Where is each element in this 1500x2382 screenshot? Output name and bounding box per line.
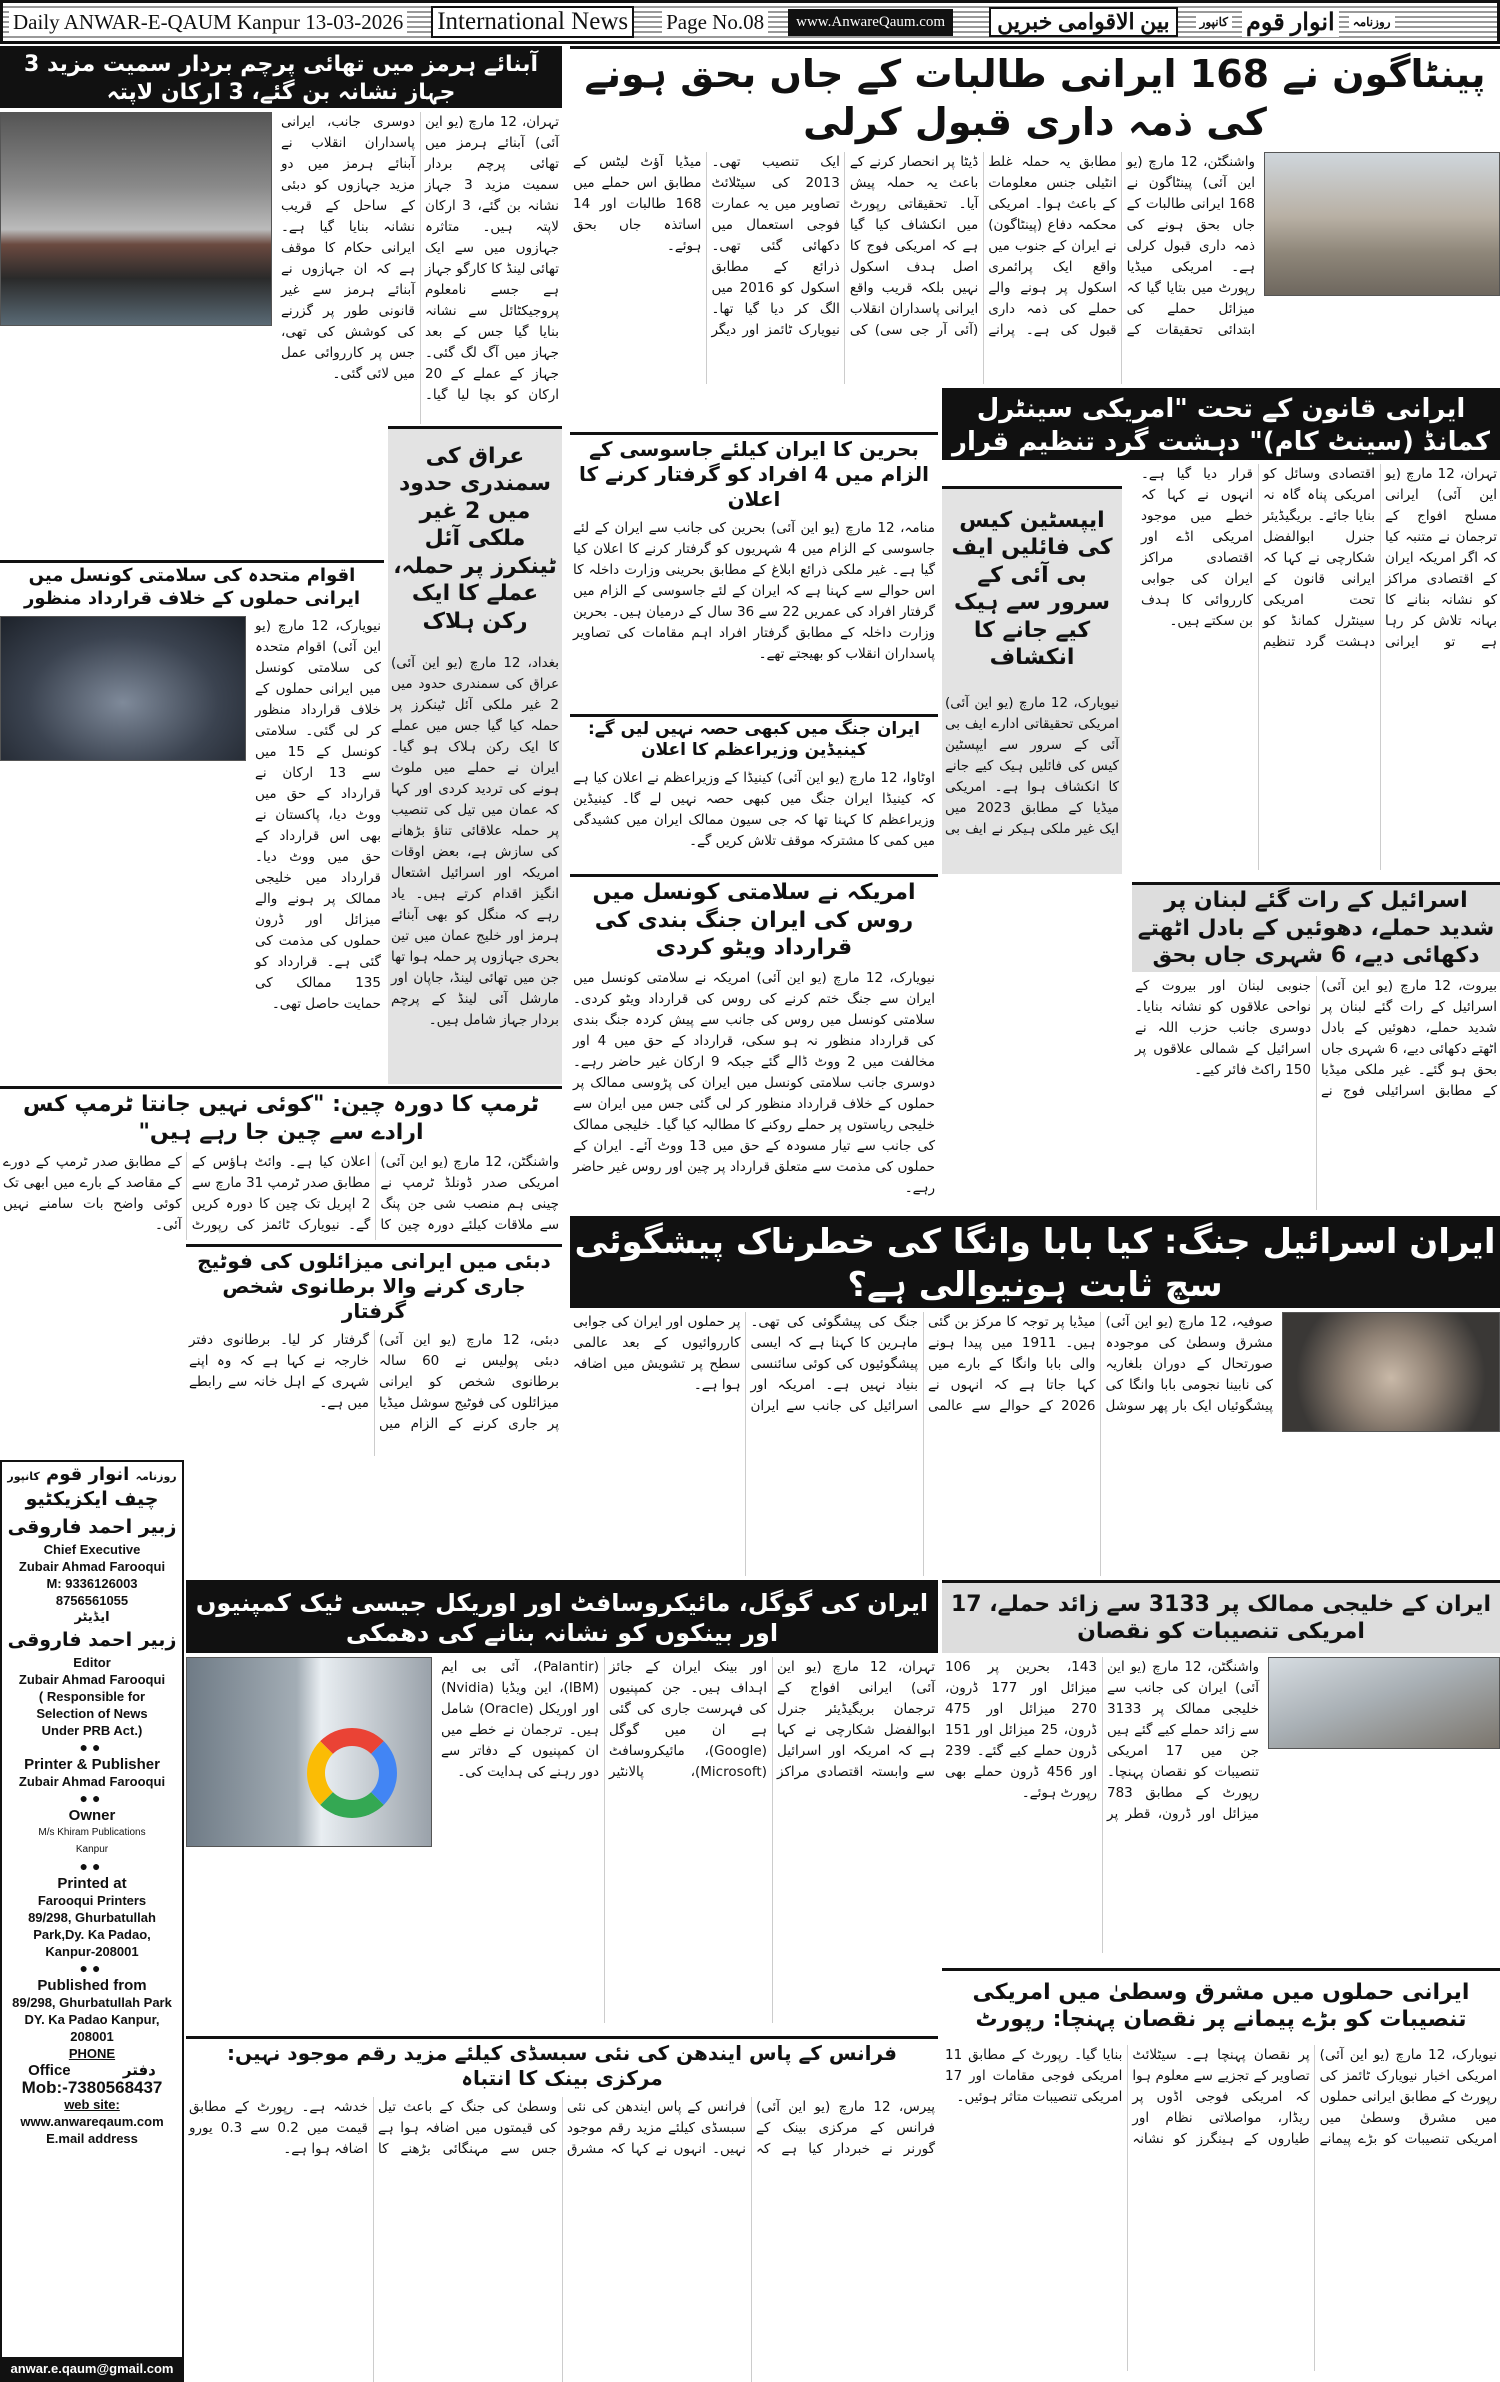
ce-name-urdu: زبیر احمد فاروقی <box>7 1516 177 1538</box>
printed-label: Printed at <box>57 1875 127 1892</box>
phone-label: PHONE <box>68 2046 116 2061</box>
article-content <box>0 1148 562 1240</box>
article-headline: اسرائیل کے رات گئے لبنان پر شدید حملے، دھوئیں کے بادل اٹھتے دکھائی دیے، 6 شہری جاں بحق <box>1132 885 1500 972</box>
ship-fire-photo <box>0 112 272 326</box>
article-google <box>186 1580 938 2034</box>
article-headline: عراق کی سمندری حدود میں 2 غیر ملکی آئل ٹینکرز پر حملہ، عملے کا ایک رکن ہلاک <box>393 443 557 634</box>
article-unsc <box>0 560 384 1082</box>
article-mideast <box>942 1968 1500 2382</box>
article-body: منامہ، 12 مارچ (یو این آئی) بحرین کی جانب سے ایران کے لئے جاسوسی کے الزام میں 4 شہریوں کو گرفتار کرنے کا اعلان کیا گیا ہے۔ غیر ملکی ذرائع ابلاغ کے مطابق بحرینی وزارت داخلہ کا اس حوالے سے کہنا ہے کہ ایران کے لئے جاسوسی کے الزام میں گرفتار افراد کی عمریں 22 سے 36 سال کے درمیان ہیں۔ بحرین وزارت داخلہ کے مطابق گرفتار افراد اہم مقامات کی تصاویر پاسداران انقلاب کو بھیجتے تھے۔ <box>573 520 935 662</box>
article-body: واشنگٹن، 12 مارچ (یو این آئی) ایران کی جانب سے خلیجی ممالک پر 3133 سے زائد حملے کیے گئے ہیں جن میں 17 امریکی تنصیبات کو نقصان پہنچا۔ رپورٹ کے مطابق 783 میزائل اور ڈرون، قطر پر 143، بحرین پر 106 میزائل اور 177 ڈرون، 270 میزائل اور 475 ڈرون، 25 میزائل اور 151 ڈرون حملے کیے گئے۔ 239 اور 456 ڈرون حملے بھی رپورٹ ہوئے۔ <box>945 1659 1259 1822</box>
section-title-urdu: بین الاقوامی خبریں <box>989 7 1178 37</box>
article-headline: اقوام متحدہ کی سلامتی کونسل میں ایرانی حملوں کے خلاف قرارداد منظور <box>23 565 361 609</box>
masthead <box>0 0 1500 44</box>
article-body: نیویارک، 12 مارچ (یو این آئی) امریکی تحقیقاتی ادارے ایف بی آئی کے سرور سے ایپسٹین کیس کی فائلیں ہیک کیے جانے کا انکشاف ہوا ہے۔ امریکی میڈیا کے مطابق 2023 میں ایک غیر ملکی ہیکر نے ایف بی <box>945 695 1119 837</box>
article-content <box>570 514 938 712</box>
article-headline: ایرانی قانون کے تحت "امریکی سینٹرل کمانڈ (سینٹ کام)" دہشت گرد تنظیم قرار <box>942 391 1500 460</box>
article-content <box>942 689 1122 867</box>
article-content <box>186 1653 938 2027</box>
security-council-photo <box>0 616 246 761</box>
office-label: Office <box>28 2062 71 2079</box>
article-headline: بحرین کا ایران کیلئے جاسوسی کے الزام میں 4 افراد کو گرفتار کرنے کا اعلان <box>578 437 929 511</box>
article-body: تہران، 12 مارچ (یو این آئی) ایرانی افواج کے ترجمان بریگیڈیئر جنرل ابوالفضل شکارچی نے کہا ہے کہ امریکہ اور اسرائیل سے وابستہ اقتصادی مراکز اور بینک ایران کے جائز اہداف ہیں۔ جن کمپنیوں کی فہرست جاری کی گئی ہے ان میں گوگل (Google)، مائیکروسافٹ (Microsoft)، پالانٹیر (Palantir)، آئی بی ایم (IBM)، این ویڈیا (Nvidia) اور اوریکل (Oracle) شامل ہیں۔ ترجمان نے خطے میں ان کمپنیوں کے دفاتر سے دور رہنے کی ہدایت کی۔ <box>441 1659 935 1780</box>
article-bahrain <box>570 432 938 712</box>
article-lebanon <box>1132 882 1500 1212</box>
destroyed-building-photo <box>1264 152 1500 296</box>
article-pentagon <box>570 46 1500 384</box>
article-body: بیروت، 12 مارچ (یو این آئی) اسرائیل کے رات گئے لبنان پر شدید حملے، دھوئیں کے بادل اٹھتے دکھائی دیے، 6 شہری جاں بحق ہو گئے۔ غیر ملکی میڈیا کے مطابق اسرائیلی فوج نے جنوبی لبنان اور بیروت کے نواحی علاقوں کو نشانہ بنایا۔ دوسری جانب حزب اللہ نے اسرائیل کے شمالی علاقوں پر 150 راکٹ فائر کیے۔ <box>1135 977 1497 1099</box>
printer-address: 89/298, Ghurbatullah Park,Dy. Ka Padao, Kanpur-208001 <box>28 1910 156 1959</box>
article-russia <box>570 874 938 1212</box>
article-body: واشنگٹن، 12 مارچ (یو این آئی) امریکی صدر ڈونلڈ ٹرمپ نے چینی ہم منصب شی جن پنگ سے ملاقات کیلئے دورہ چین کا اعلان کیا ہے۔ وائٹ ہاؤس کے مطابق صدر ٹرمپ 31 مارچ سے 2 اپریل تک چین کا دورہ کریں گے۔ نیویارک ٹائمز کی رپورٹ کے مطابق صدر ٹرمپ کے دورے کے مقاصد کے بارے میں ابھی تک کوئی واضح بات سامنے نہیں آئی۔ <box>3 1154 559 1233</box>
article-content <box>942 2041 1500 2375</box>
section-title: International News <box>431 6 634 38</box>
office-urdu: دفتر <box>122 2061 156 2079</box>
editor-label: Editor <box>73 1655 111 1670</box>
editor-name: Zubair Ahmad Farooqui <box>18 1672 166 1687</box>
article-canada <box>570 714 938 872</box>
ce-urdu: چیف ایکزیکٹیو <box>25 1488 159 1510</box>
ce-name: Zubair Ahmad Farooqui <box>18 1559 166 1574</box>
office-row <box>2 2062 182 2079</box>
editor-urdu: ایڈیٹر <box>74 1610 110 1625</box>
sidebar-email[interactable]: anwar.e.qaum@gmail.com <box>2 2357 182 2380</box>
article-headline: ایران کی گوگل، مائیکروسافٹ اور اوریکل جیسی ٹیک کمپنیوں اور بینکوں کو نشانہ بنانے کی دھمکی <box>186 1583 938 1653</box>
ce-label: Chief Executive <box>43 1542 141 1557</box>
sidebar-daily: روزنامہ <box>135 1470 177 1483</box>
article-content <box>0 108 562 424</box>
printer-publisher-name: Zubair Ahmad Farooqui <box>18 1774 166 1789</box>
sidebar-website[interactable]: www.anwareqaum.com <box>20 2114 164 2129</box>
article-body: نیویارک، 12 مارچ (یو این آئی) اقوام متحدہ کی سلامتی کونسل میں ایرانی حملوں کے خلاف قرارداد منظور کر لی گئی۔ سلامتی کونسل کے 15 میں سے 13 ارکان نے قرارداد کے حق میں ووٹ دیا، پاکستان نے بھی اس قرارداد کے حق میں ووٹ دیا۔ قرارداد میں خلیجی ممالک پر ہونے والے میزائل اور ڈرون حملوں کی مذمت کی گئی ہے۔ قرارداد کو 135 ممالک کی حمایت حاصل تھی۔ <box>255 618 381 1012</box>
separator-dots: ●● <box>79 1739 105 1755</box>
office-mobile: Mob:-7380568437 <box>21 2078 163 2097</box>
sidebar-logo: انوار قوم <box>46 1464 130 1485</box>
article-vanga <box>570 1216 1500 1576</box>
article-body: دبئی، 12 مارچ (یو این آئی) دبئی پولیس نے 60 سالہ برطانوی شخص کو ایرانی میزائلوں کی فوٹیج سوشل میڈیا پر جاری کرنے کے الزام میں گرفتار کر لیا۔ برطانوی دفتر خارجہ نے کہا ہے کہ وہ اپنے شہری کے اہل خانہ سے رابطے میں ہے۔ <box>189 1332 559 1432</box>
daily-urdu: روزنامہ <box>1349 15 1395 30</box>
article-body: نیویارک، 12 مارچ (یو این آئی) امریکہ نے سلامتی کونسل میں ایران سے جنگ ختم کرنے کی روس کی قرارداد ویٹو کردی۔ سلامتی کونسل میں روس کی جانب سے پیش کردہ جنگ بندی کی قرارداد منظور نہ ہو سکی، قرارداد کے حق میں 4 اور مخالفت میں 2 ووٹ ڈالے گئے جبکہ 9 ارکان غیر حاضر رہے۔ دوسری جانب سلامتی کونسل میں ایران کی پڑوسی ممالک پر حملوں کے خلاف قرارداد منظور کر لی گئی جس میں ایران سے خلیجی ریاستوں پر حملے روکنے کا مطالبہ کیا گیا۔ خلیجی ممالک کی جانب سے تیار مسودہ کے حق میں 13 ووٹ آئے۔ ایران کے حملوں کی مذمت سے متعلق قرارداد پر چین اور روس غیر حاضر رہے۔ <box>573 969 936 1196</box>
article-headline: ٹرمپ کا دورہ چین: "کوئی نہیں جانتا ٹرمپ کس ارادے سے چین جا رہے ہیں" <box>22 1092 539 1145</box>
article-headline: دبئی میں ایرانی میزائلوں کی فوٹیج جاری کرنے والا برطانوی شخص گرفتار <box>197 1249 551 1323</box>
article-body: اوٹاوا، 12 مارچ (یو این آئی) کینیڈا کے وزیراعظم نے اعلان کیا ہے کہ کینیڈا ایران جنگ میں کبھی حصہ نہیں لے گا۔ کینیڈین وزیراعظم کا کہنا تھا کہ جی سیون ممالک ایران میں کشیدگی میں کمی کا مشترکہ موقف تلاش کریں گے۔ <box>573 769 935 849</box>
article-content <box>570 764 938 873</box>
article-body: بغداد، 12 مارچ (یو این آئی) عراق کی سمندری حدود میں 2 غیر ملکی آئل ٹینکرز پر حملہ کیا گیا جس میں عملے کا ایک رکن ہلاک ہو گیا۔ ایران نے حملے میں ملوث ہونے کی تردید کردی اور کہا کہ عمان میں تیل کی تنصیب پر حملہ علاقائی تناؤ بڑھانے کی سازش ہے، بعض اوقات امریکہ اور اسرائیل اشتعال انگیز اقدام کرتے ہیں۔ یاد رہے کہ منگل کو بھی آبنائے ہرمز اور خلیج عمان میں تین بحری جہازوں پر حملہ ہوا تھا جن میں تھائی لینڈ، جاپان اور مارشل آئی لینڈ کے پرچم بردار جہاز شامل ہیں۔ <box>391 655 559 1028</box>
website-label: web site: <box>64 2097 120 2112</box>
article-headline: امریکہ نے سلامتی کونسل میں روس کی ایران جنگ بندی کی قرارداد ویٹو کردی <box>592 880 916 960</box>
article-headline: ایرانی حملوں میں مشرق وسطیٰ میں امریکی تنصیبات کو بڑے پیمانے پر نقصان پہنچا: رپورٹ <box>972 1979 1470 2032</box>
article-headline: پینٹاگون نے 168 ایرانی طالبات کے جاں بحق ہونے کی ذمہ داری قبول کرلی <box>584 52 1486 144</box>
article-body: واشنگٹن، 12 مارچ (یو این آئی) پینٹاگون نے 168 ایرانی طالبات کے جاں بحق ہونے کی ذمہ داری قبول کرلی ہے۔ امریکی میڈیا رپورٹ میں بتایا گیا کہ میزائل حملے کی ابتدائی تحقیقات کے مطابق یہ حملہ غلط انٹیلی جنس معلومات کے باعث ہوا۔ امریکی محکمہ دفاع (پینٹاگون) نے ایران کے جنوب میں واقع ایک پرائمری اسکول پر ہونے والے حملے کی ذمہ داری قبول کی ہے۔ پرانے ڈیٹا پر انحصار کرنے کے باعث یہ حملہ پیش آیا۔ تحقیقاتی رپورٹ میں انکشاف کیا گیا ہے کہ امریکی فوج کا اصل ہدف اسکول نہیں بلکہ قریب واقع ایرانی پاسداران انقلاب (آئی آر جی سی) کی ایک تنصیب تھی۔ 2013 کی سیٹلائٹ تصاویر میں یہ عمارت فوجی استعمال میں دکھائی گئی تھی۔ ذرائع کے مطابق اسکول کو 2016 میں الگ کر دیا گیا تھا۔ نیویارک ٹائمز اور دیگر میڈیا آؤٹ لیٹس کے مطابق اس حملے میں 168 طالبات اور 14 اساتذہ جاں بحق ہوئے۔ <box>573 154 1255 338</box>
baba-vanga-photo <box>1282 1312 1500 1432</box>
website-link[interactable]: www.AnwareQaum.com <box>788 9 953 36</box>
article-content <box>388 649 562 1077</box>
owner-city: Kanpur <box>75 1844 109 1855</box>
article-content <box>186 2093 938 2382</box>
article-iraq <box>388 426 562 1084</box>
published-address: 89/298, Ghurbatullah Park DY. Ka Padao Kanpur, 208001 <box>12 1995 172 2044</box>
separator-dots: ●● <box>79 1790 105 1806</box>
editor-name-urdu: زبیر احمد فاروقی <box>7 1629 177 1651</box>
article-hormuz <box>0 46 562 424</box>
article-body: نیویارک، 12 مارچ (یو این آئی) امریکی اخبار نیویارک ٹائمز کی رپورٹ کے مطابق ایرانی حملوں میں مشرق وسطیٰ میں امریکی تنصیبات کو بڑے پیمانے پر نقصان پہنچا ہے۔ سیٹلائٹ تصاویر کے تجزیے سے معلوم ہوا کہ امریکی فوجی اڈوں پر ریڈار، مواصلاتی نظام اور طیاروں کے ہینگرز کو نشانہ بنایا گیا۔ رپورٹ کے مطابق 11 امریکی فوجی مقامات اور 17 امریکی تنصیبات متاثر ہوئیں۔ <box>945 2047 1497 2147</box>
masthead-english: Daily ANWAR-E-QAUM Kanpur 13-03-2026 <box>9 10 407 35</box>
mobile-2: 8756561055 <box>55 1593 129 1608</box>
article-content <box>570 964 938 1213</box>
newspaper-logo: انوار قوم <box>1242 8 1339 37</box>
article-content <box>1132 972 1500 1213</box>
article-content <box>570 1308 1500 1576</box>
city-urdu: کانپور <box>1196 15 1232 30</box>
article-body: صوفیہ، 12 مارچ (یو این آئی) مشرق وسطیٰ کی موجودہ صورتحال کے دوران بلغاریہ کی نابینا نجومی بابا وانگا کی پیشگوئیاں ایک بار پھر سوشل میڈیا پر توجہ کا مرکز بن گئی ہیں۔ 1911 میں پیدا ہونے والی بابا وانگا کے بارے میں کہا جاتا ہے کہ انہوں نے 2026 کے حوالے سے عالمی جنگ کی پیشگوئی کی تھی۔ ماہرین کا کہنا ہے کہ ایسی پیشگوئیوں کی کوئی سائنسی بنیاد نہیں ہے۔ امریکہ اور اسرائیل کی جانب سے ایران پر حملوں اور ایران کی جوابی کارروائیوں کے بعد عالمی سطح پر تشویش میں اضافہ ہوا ہے۔ <box>573 1314 1273 1414</box>
separator-dots: ●● <box>79 1960 105 1976</box>
published-label: Published from <box>37 1977 147 1994</box>
article-headline: ایران جنگ میں کبھی حصہ نہیں لیں گے: کینیڈین وزیراعظم کا اعلان <box>588 719 920 761</box>
article-headline: ایپسٹین کیس کی فائلیں ایف بی آئی کے سرور سے ہیک کیے جانے کا انکشاف <box>951 507 1113 670</box>
article-content <box>570 148 1500 384</box>
prb-note: ( Responsible for Selection of News Under PRB Act.) <box>36 1689 148 1738</box>
google-microsoft-photo <box>186 1657 432 1847</box>
article-content <box>0 612 384 1082</box>
article-headline: آبنائے ہرمز میں تھائی پرچم بردار سمیت مزید 3 جہاز نشانہ بن گئے، 3 ارکان لاپتہ <box>0 49 562 108</box>
article-body: تہران، 12 مارچ (یو این آئی) آبنائے ہرمز میں تھائی پرچم بردار سمیت مزید 3 جہاز نشانہ بن گئے، 3 ارکان لاپتہ ہیں۔ متاثرہ جہازوں میں سے ایک تھائی لینڈ کا کارگو جہاز ہے جسے نامعلوم پروجیکٹائل سے نشانہ بنایا گیا جس کے بعد جہاز میں آگ لگ گئی۔ جہاز کے عملے کے 20 ارکان کو بچا لیا گیا۔ دوسری جانب، ایرانی پاسداران انقلاب نے آبنائے ہرمز میں دو مزید جہازوں کو دبئی کے ساحل کے قریب نشانہ بنایا گیا ہے۔ ایرانی حکام کا موقف ہے کہ ان جہازوں نے آبنائے ہرمز سے غیر قانونی طور پر گزرنے کی کوشش کی تھی، جس پر کارروائی عمل میں لائی گئی۔ <box>281 114 559 403</box>
article-body: تہران، 12 مارچ (یو این آئی) ایرانی مسلح افواج کے ترجمان نے متنبہ کیا کہ اگر امریکہ ایران کے اقتصادی مراکز کو نشانہ بنانے کا بہانہ تلاش کر رہا ہے تو ایرانی اقتصادی وسائل کو امریکی پناہ گاہ نہ بنایا جائے۔ بریگیڈیئر جنرل ابوالفضل شکارچی نے کہا کہ ایرانی قانون کے تحت امریکی سینٹرل کمانڈ کو دہشت گرد تنظیم قرار دیا گیا ہے۔ انہوں نے کہا کہ خطے میں موجود امریکی اڈے اور اقتصادی مراکز ایران کی جوابی کارروائی کا ہدف بن سکتے ہیں۔ <box>1141 466 1497 650</box>
owner-label: Owner <box>68 1807 116 1824</box>
article-epstein <box>942 486 1122 874</box>
mobile-1: M: 9336126003 <box>46 1576 138 1591</box>
article-headline: ایران اسرائیل جنگ: کیا بابا وانگا کی خطرناک پیشگوئی سچ ثابت ہونیوالی ہے؟ <box>570 1219 1500 1308</box>
imprint-sidebar <box>0 1460 184 2382</box>
article-content <box>942 1653 1500 1957</box>
article-dubai <box>186 1244 562 1456</box>
article-headline: فرانس کے پاس ایندھن کی نئی سبسڈی کیلئے مزید رقم موجود نہیں: مرکزی بینک کا انتباہ <box>226 2041 898 2090</box>
article-trump <box>0 1086 562 1240</box>
article-gulf <box>942 1580 1500 1964</box>
email-label: E.mail address <box>46 2131 138 2146</box>
google-logo-icon <box>307 1728 397 1818</box>
printer-publisher-label: Printer & Publisher <box>24 1756 160 1773</box>
owner-name: M/s Khiram Publications <box>38 1827 146 1838</box>
separator-dots: ●● <box>79 1858 105 1874</box>
printer-name: Farooqui Printers <box>37 1893 147 1908</box>
article-body: پیرس، 12 مارچ (یو این آئی) فرانس کے مرکزی بینک کے گورنر نے خبردار کیا ہے کہ فرانس کے پاس ایندھن کی نئی سبسڈی کیلئے مزید رقم موجود نہیں۔ انہوں نے کہا کہ مشرق وسطیٰ کی جنگ کے باعث تیل کی قیمتوں میں اضافہ ہوا ہے جس سے مہنگائی بڑھنے کا خدشہ ہے۔ رپورٹ کے مطابق قیمت میں 0.2 سے 0.3 یورو اضافہ ہوا ہے۔ <box>189 2099 935 2157</box>
article-content <box>186 1326 562 1456</box>
article-france <box>186 2036 938 2382</box>
missile-launch-photo <box>1268 1657 1500 1749</box>
sidebar-city: کانپور <box>7 1470 40 1483</box>
page-number: Page No.08 <box>662 10 768 35</box>
article-headline: ایران کے خلیجی ممالک پر 3133 سے زائد حملے، 17 امریکی تنصیبات کو نقصان <box>942 1583 1500 1653</box>
